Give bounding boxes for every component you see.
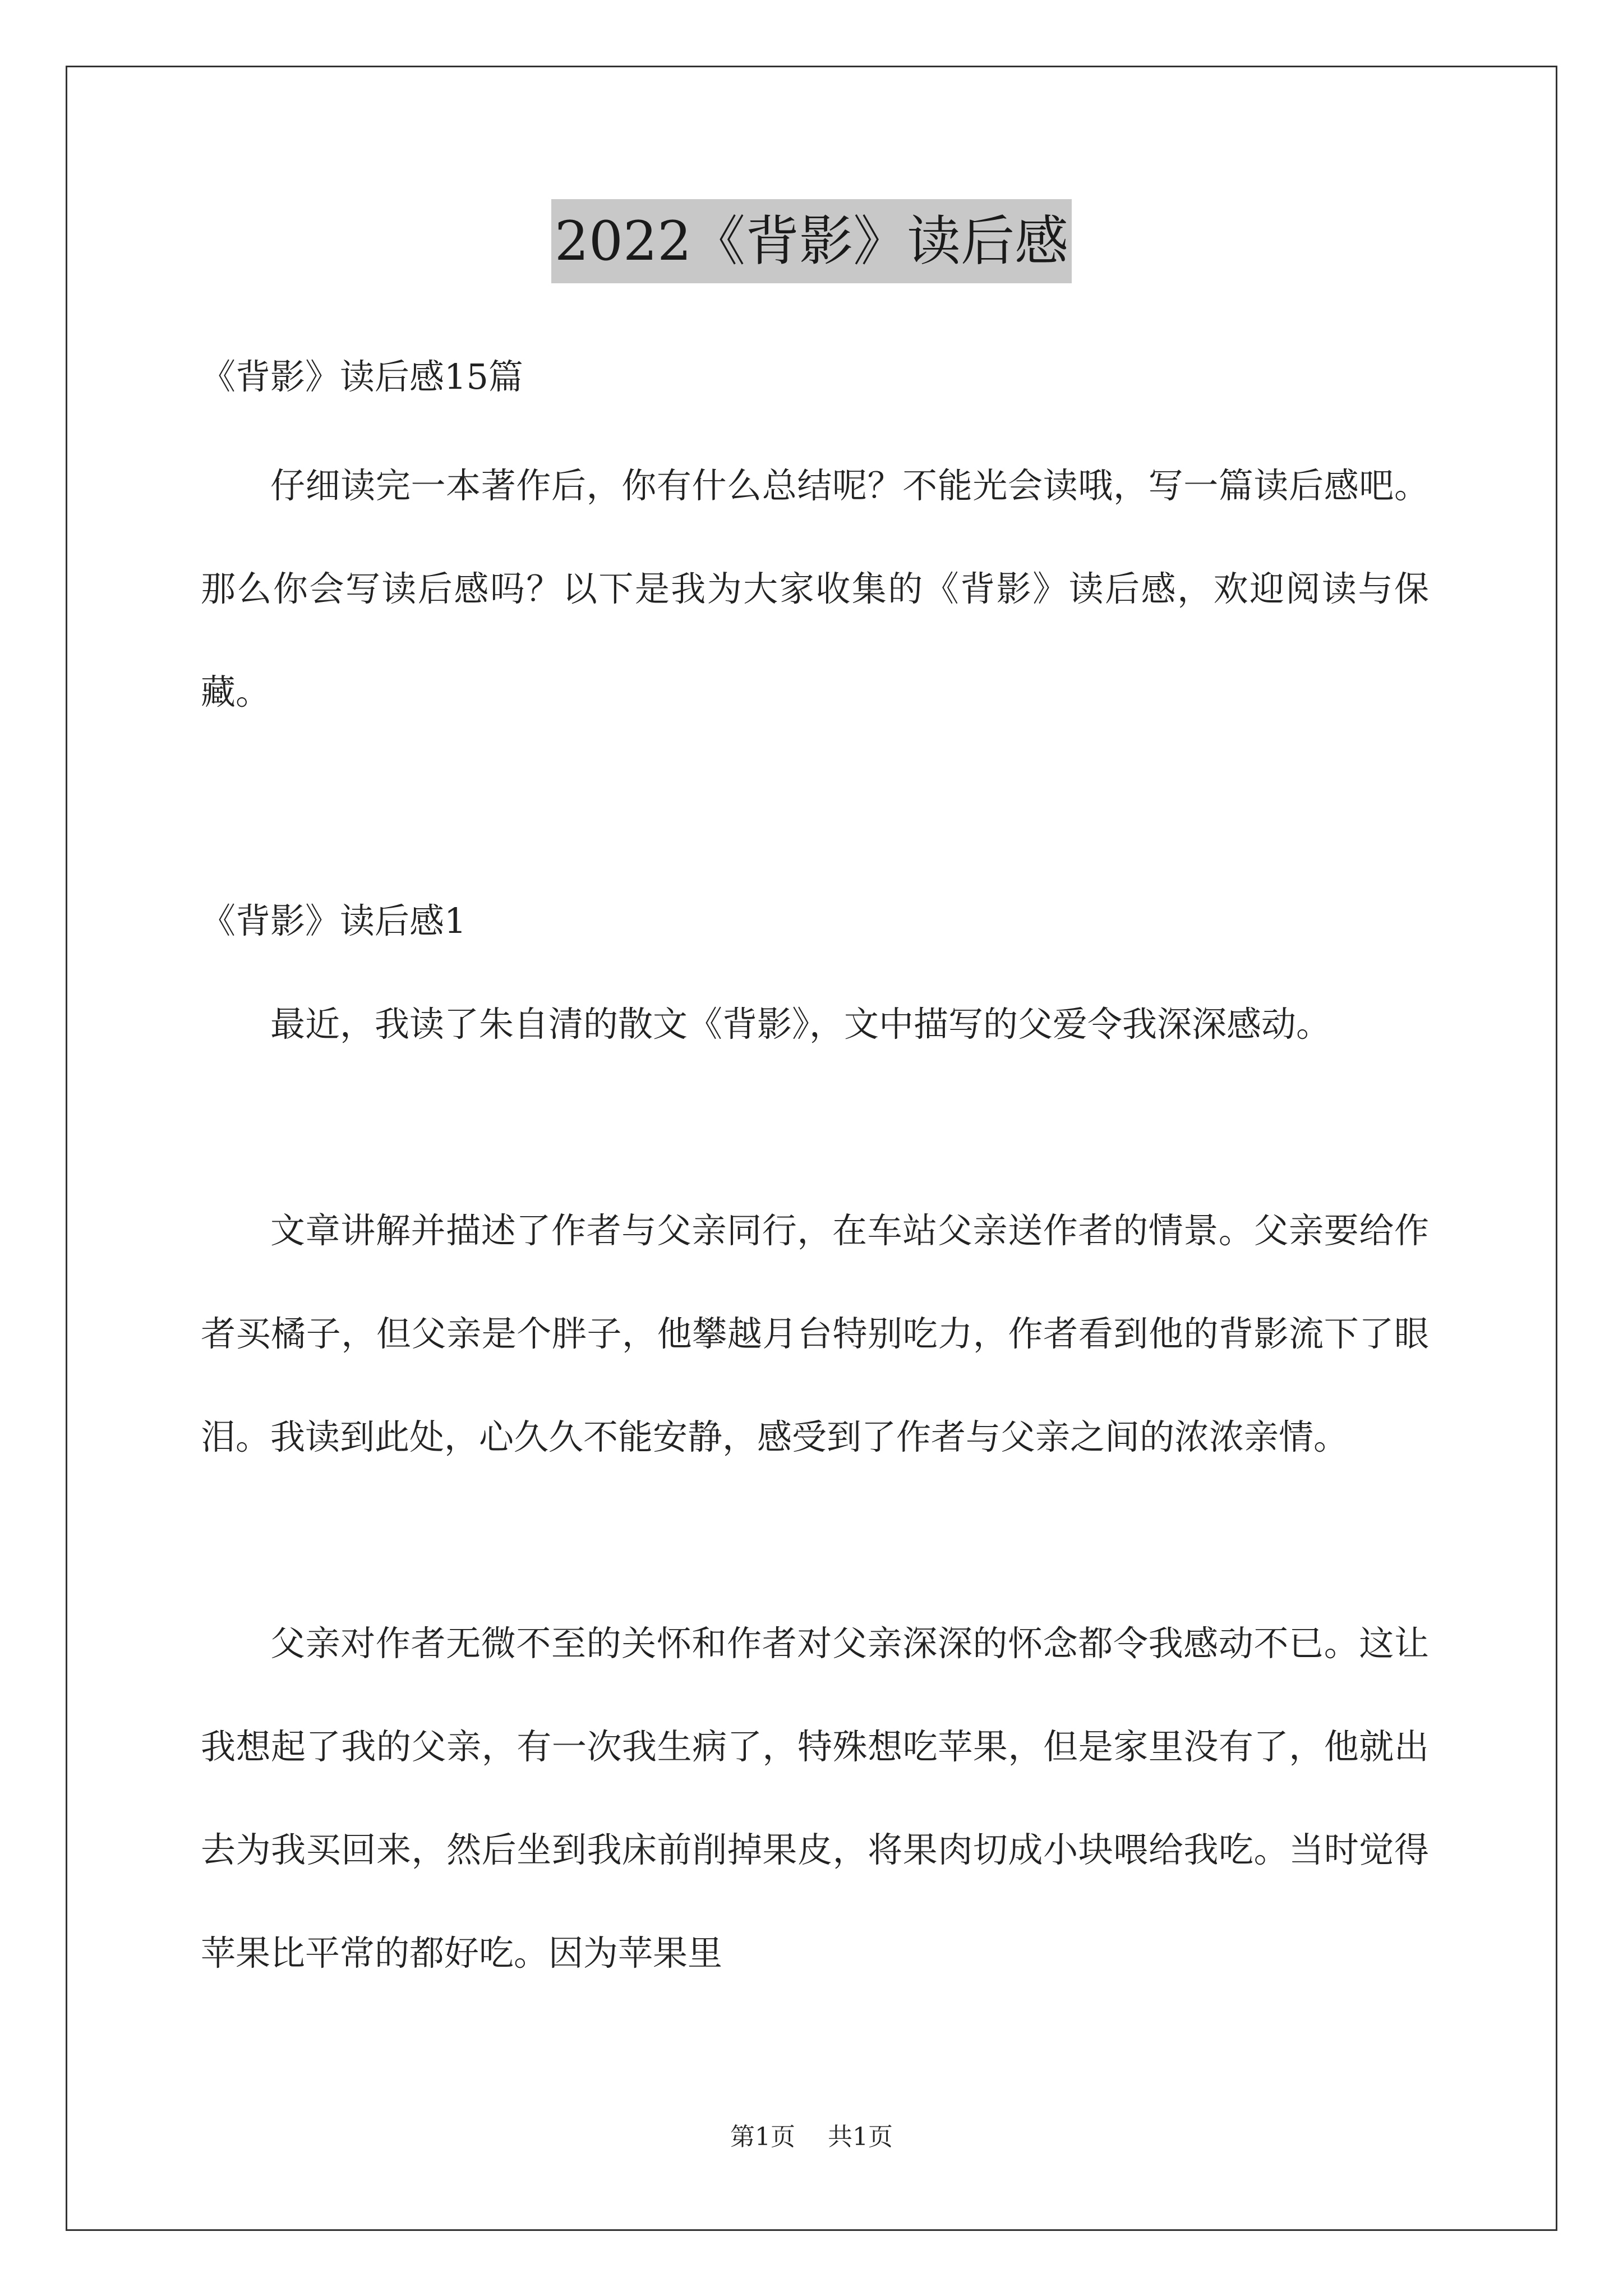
title-container <box>0 199 1623 283</box>
body-paragraph-1: 最近，我读了朱自清的散文《背影》，文中描写的父爱令我深深感动。 <box>270 1004 1331 1045</box>
intro-paragraph: 仔细读完一本著作后，你有什么总结呢？不能光会读哦，写一篇读后感吧。那么你会写读后感吗？以下是我为大家收集的《背影》读后感，欢迎阅读与保藏。 <box>201 465 1429 712</box>
total-pages-label: 共1页 <box>828 2123 893 2151</box>
document-title: 2022《背影》读后感 <box>551 199 1072 283</box>
document-subtitle: 《背影》读后感15篇 <box>201 356 523 397</box>
page-footer <box>0 2120 1623 2154</box>
body-paragraph-2: 文章讲解并描述了作者与父亲同行，在车站父亲送作者的情景。父亲要给作者买橘子，但父亲是个胖子，他攀越月台特别吃力，作者看到他的背影流下了眼泪。我读到此处，心久久不能安静，感受到了作者与父亲之间的浓浓亲情。 <box>201 1210 1429 1457</box>
body-paragraph-3: 父亲对作者无微不至的关怀和作者对父亲深深的怀念都令我感动不已。这让我想起了我的父亲，有一次我生病了，特殊想吃苹果，但是家里没有了，他就出去为我买回来，然后坐到我床前削掉果皮，将果肉切成小块喂给我吃。当时觉得苹果比平常的都好吃。因为苹果里 <box>201 1623 1429 1973</box>
section-heading: 《背影》读后感1 <box>201 900 467 941</box>
current-page-label: 第1页 <box>730 2123 795 2151</box>
